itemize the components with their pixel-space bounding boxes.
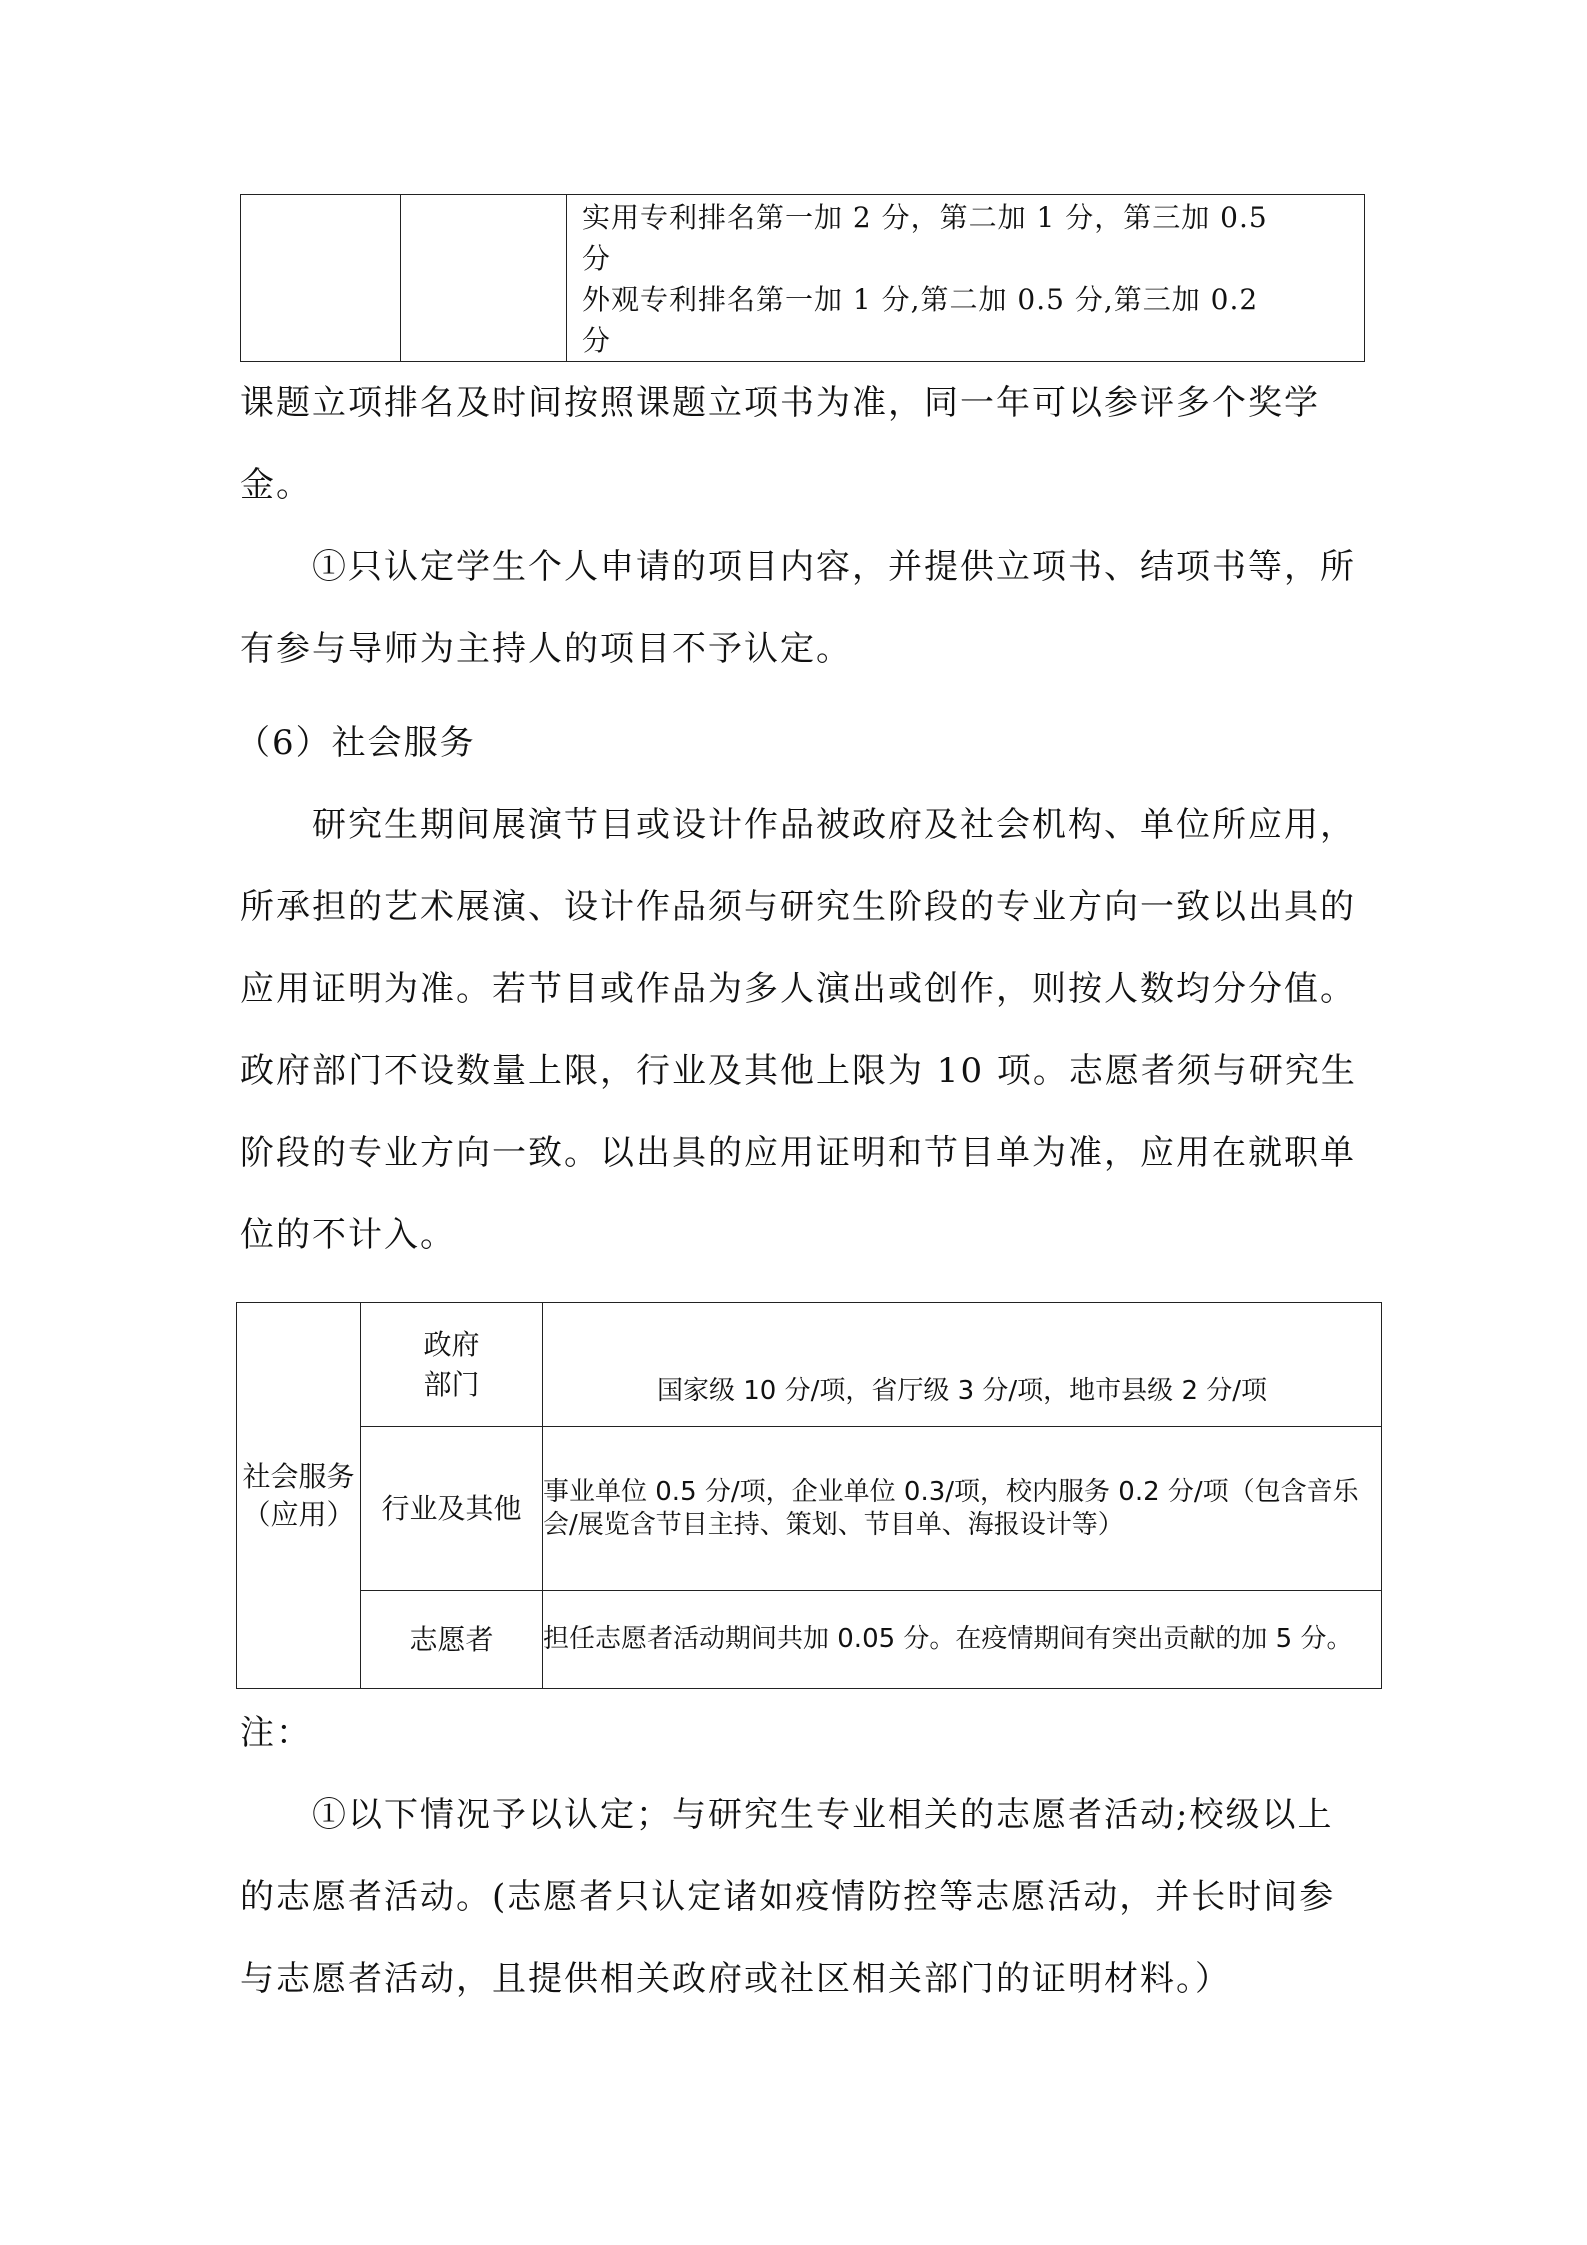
note-label: 注： xyxy=(240,1713,312,1753)
social-service-paragraph: 研究生期间展演节目或设计作品被政府及社会机构、单位所应用，所承担的艺术展演、设计作品须与研究生阶段的专业方向一致以出具的应用证明为准。若节目或作品为多人演出或创作，则按人数均分分值。政府部门不设数量上限，行业及其他上限为 10 项。志愿者须与研究生阶段的专业方向一致。以出具的应用证明和节目单为准，应用在就职单位的不计入。 xyxy=(240,805,1357,1255)
utility-patent-line: 实用专利排名第一加 2 分，第二加 1 分，第三加 0.5 xyxy=(582,201,1268,234)
detail-cell-volunteer: 担任志愿者活动期间共加 0.05 分。在疫情期间有突出贡献的加 5 分。 xyxy=(543,1591,1382,1689)
detail-cell-industry: 事业单位 0.5 分/项，企业单位 0.3/项，校内服务 0.2 分/项（包含音乐会/展览含节目主持、策划、节目单、海报设计等） xyxy=(543,1427,1382,1591)
type-cell-volunteer: 志愿者 xyxy=(361,1591,543,1689)
type-cell-industry: 行业及其他 xyxy=(361,1427,543,1591)
project-ranking-paragraph: 课题立项排名及时间按照课题立项书为准，同一年可以参评多个奖学金。 xyxy=(240,383,1320,505)
category-cell xyxy=(237,1303,361,1689)
design-patent-line: 外观专利排名第一加 1 分,第二加 0.5 分,第三加 0.2 xyxy=(582,283,1259,316)
detail-cell-government: 国家级 10 分/项，省厅级 3 分/项，地市县级 2 分/项 xyxy=(543,1303,1382,1427)
project-note-paragraph: ①只认定学生个人申请的项目内容，并提供立项书、结项书等，所有参与导师为主持人的项目不予认定。 xyxy=(240,547,1356,669)
empty-cell xyxy=(241,195,401,362)
volunteer-note-paragraph: ①以下情况予以认定；与研究生专业相关的志愿者活动;校级以上的志愿者活动。(志愿者只认定诸如疫情防控等志愿活动，并长时间参与志愿者活动，且提供相关政府或社区相关部门的证明材料。） xyxy=(240,1795,1336,1999)
empty-cell xyxy=(401,195,567,362)
section-heading: （6）社会服务 xyxy=(236,723,476,763)
category-label: 社会服务（应用） xyxy=(242,1459,355,1531)
social-service-table xyxy=(236,1302,1382,1689)
patent-rules-cell xyxy=(567,195,1365,362)
design-patent-line-cont: 分 xyxy=(582,324,612,357)
patent-score-table xyxy=(240,194,1365,362)
utility-patent-line-cont: 分 xyxy=(582,242,612,275)
type-cell-government: 政府部门 xyxy=(361,1303,543,1427)
